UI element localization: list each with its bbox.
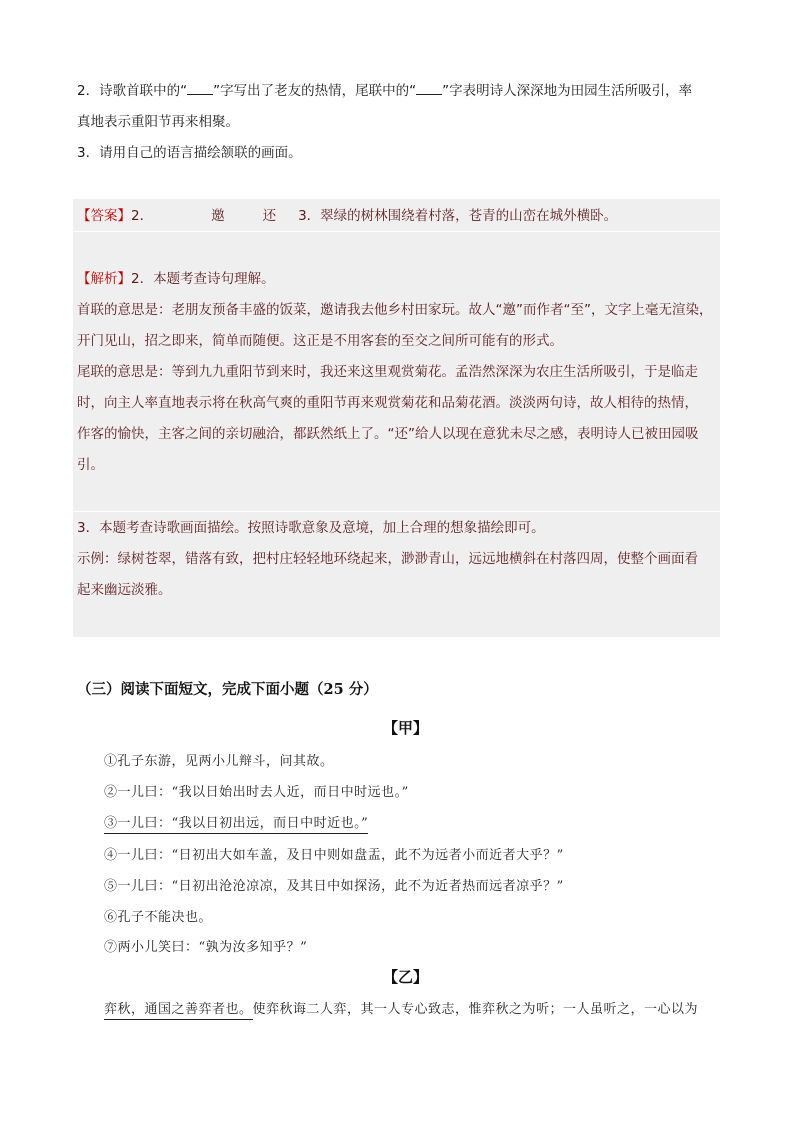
classical-line: ④一儿曰：“日初出大如车盖，及日中则如盘盂，此不为远者小而近者大乎？” bbox=[104, 848, 564, 863]
answer-tag: 【答案】 bbox=[77, 208, 131, 224]
underlined-sentence: 弈秋，通国之善弈者也。 bbox=[104, 1002, 253, 1020]
analysis-line: 尾联的意思是：等到九九重阳节到来时，我还来这里观赏菊花。孟浩然深深为农庄生活所吸引，于是临走 bbox=[77, 364, 698, 380]
classical-line-underlined bbox=[104, 812, 368, 831]
classical-line: ⑤一儿曰：“日初出沧沧凉凉，及其日中如探汤，此不为近者热而远者凉乎？” bbox=[104, 879, 564, 894]
classical-line: ⑦两小儿笑曰：“孰为汝多知乎？” bbox=[104, 940, 308, 955]
answer-text: 2． bbox=[131, 208, 154, 224]
underlined-sentence: ③一儿曰：“我以日初出远，而日中时近也。” bbox=[104, 816, 368, 834]
answer-text: 3．翠绿的树林围绕着村落，苍青的山峦在城外横卧。 bbox=[298, 208, 618, 224]
panel-divider bbox=[73, 511, 720, 512]
question-text: 2．诗歌首联中的“ bbox=[77, 83, 188, 99]
passage-yi-title: 【乙】 bbox=[383, 968, 429, 986]
analysis-q3-block bbox=[77, 513, 722, 606]
classical-line: ②一儿曰：“我以日始出时去人近，而日中时远也。” bbox=[104, 785, 409, 800]
question-3: 3．请用自己的语言描绘颔联的画面。 bbox=[77, 145, 302, 161]
classical-line: ⑥孔子不能决也。 bbox=[104, 910, 213, 925]
analysis-line: 3．本题考查诗歌画面描绘。按照诗歌意象及意境，加上合理的想象描绘即可。 bbox=[77, 520, 545, 536]
question-text: ”字写出了老友的热情，尾联中的“ bbox=[213, 83, 417, 99]
answer-line bbox=[77, 201, 722, 232]
answer-blank bbox=[416, 82, 442, 95]
question-text: ”字表明诗人深深地为田园生活所吸引，率 bbox=[442, 83, 693, 99]
question-block bbox=[77, 76, 722, 169]
passage-yi-line bbox=[104, 998, 724, 1017]
analysis-intro: 2．本题考查诗句理解。 bbox=[131, 271, 275, 287]
analysis-line: 示例：绿树苍翠，错落有致，把村庄轻轻地环绕起来，渺渺青山，远远地横斜在村落四周，使整个画面看 bbox=[77, 551, 698, 567]
analysis-line: 作客的愉快，主客之间的亲切融洽，都跃然纸上了。“还”给人以现在意犹未尽之感，表明诗人已被田园吸 bbox=[77, 426, 699, 442]
answer-word-1: 邀 bbox=[211, 208, 225, 224]
analysis-line: 引。 bbox=[77, 457, 104, 473]
classical-line: ①孔子东游，见两小儿辩斗，问其故。 bbox=[104, 754, 334, 769]
question-2-line1 bbox=[77, 76, 722, 107]
analysis-line: 开门见山，招之即来，简单而随便。这正是不用客套的至交之间所可能有的形式。 bbox=[77, 333, 563, 349]
answer-word-2: 还 bbox=[262, 208, 277, 224]
analysis-line: 时，向主人率直地表示将在秋高气爽的重阳节再来观赏菊花和品菊花酒。淡淡两句诗，故人相待的热情， bbox=[77, 395, 698, 411]
analysis-line: 首联的意思是：老朋友预备丰盛的饭菜，邀请我去他乡村田家玩。故人“邀”而作者“至”，文字上毫无渲染， bbox=[77, 302, 713, 318]
analysis-block bbox=[77, 264, 722, 481]
answer-blank bbox=[187, 82, 213, 95]
analysis-line: 起来幽远淡雅。 bbox=[77, 582, 172, 598]
analysis-tag: 【解析】 bbox=[77, 271, 131, 287]
section-title: （三）阅读下面短文，完成下面小题（25 分） bbox=[77, 681, 378, 698]
question-2-line2: 真地表示重阳节再来相聚。 bbox=[77, 114, 239, 130]
passage-jia-title: 【甲】 bbox=[383, 719, 429, 737]
passage-yi-text: 使弈秋诲二人弈，其一人专心致志，惟弈秋之为听；一人虽听之，一心以为 bbox=[252, 1002, 699, 1017]
